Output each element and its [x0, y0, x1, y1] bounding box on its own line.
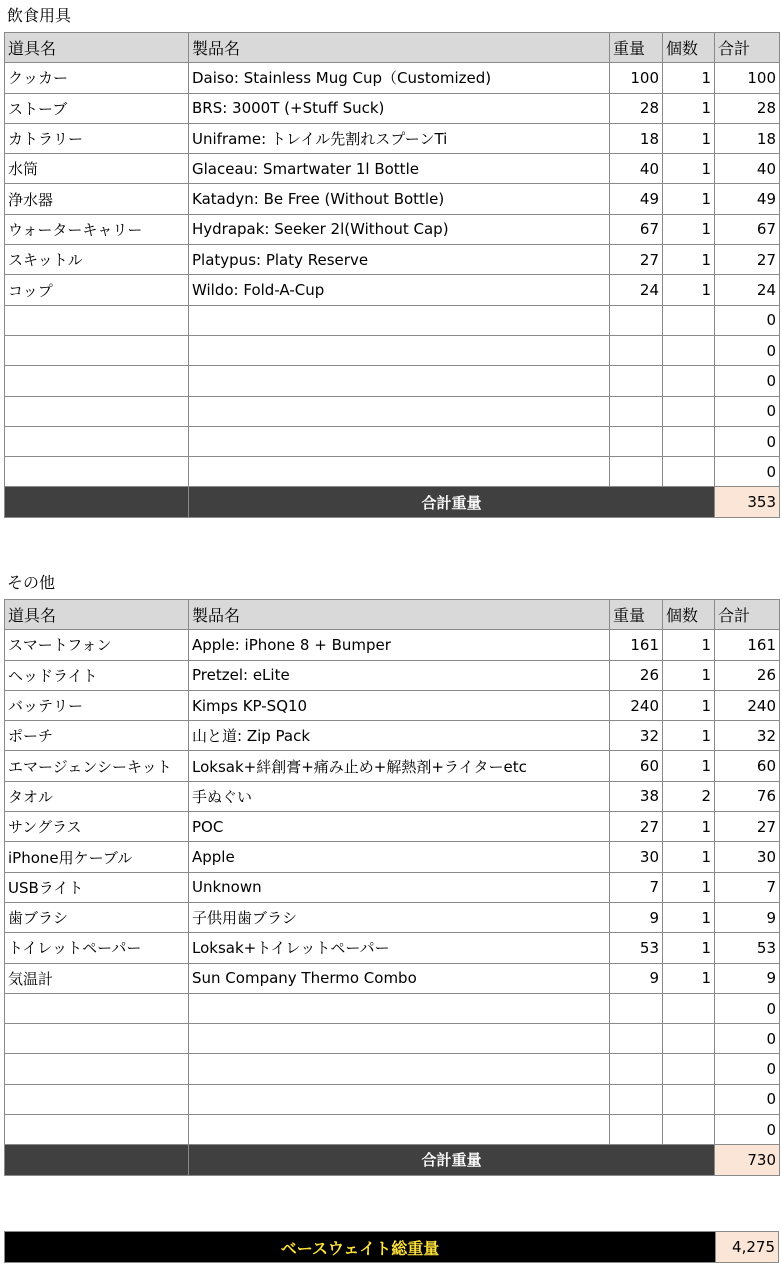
cell-count[interactable] — [663, 1084, 715, 1114]
cell-weight[interactable]: 67 — [610, 214, 663, 244]
base-weight-label: ベースウェイト総重量 — [5, 1232, 715, 1262]
cell-total[interactable]: 0 — [715, 1084, 780, 1114]
cell-count[interactable]: 1 — [663, 275, 715, 305]
cell-tool[interactable] — [5, 305, 189, 335]
section-title-eating: 飲食用具 — [7, 6, 72, 25]
cell-tool[interactable]: ウォーターキャリー — [5, 214, 189, 244]
total-label[interactable]: 合計重量 — [189, 487, 715, 517]
cell-count[interactable] — [663, 335, 715, 365]
cell-tool[interactable] — [5, 1084, 189, 1114]
cell-weight[interactable] — [610, 396, 663, 426]
cell-total[interactable]: 0 — [715, 1054, 780, 1084]
cell-total[interactable]: 53 — [715, 933, 780, 963]
cell-total[interactable]: 18 — [715, 123, 780, 153]
total-label[interactable]: 合計重量 — [189, 1145, 715, 1175]
header-tool[interactable]: 道具名 — [5, 600, 189, 630]
other-gear-table — [4, 599, 780, 1176]
cell-weight[interactable] — [610, 1024, 663, 1054]
total-value[interactable]: 730 — [715, 1145, 780, 1175]
cell-count[interactable]: 1 — [663, 123, 715, 153]
cell-total[interactable]: 67 — [715, 214, 780, 244]
cell-weight[interactable] — [610, 993, 663, 1023]
cell-total[interactable]: 240 — [715, 690, 780, 720]
header-product[interactable]: 製品名 — [189, 600, 610, 630]
cell-product[interactable]: BRS: 3000T (+Stuff Suck) — [189, 93, 610, 123]
cell-total[interactable]: 30 — [715, 842, 780, 872]
cell-weight[interactable]: 9 — [610, 963, 663, 993]
header-count[interactable]: 個数 — [663, 33, 715, 63]
cell-total[interactable]: 9 — [715, 902, 780, 932]
section-title-other: その他 — [7, 573, 56, 592]
table-row — [5, 366, 780, 396]
cell-total[interactable]: 0 — [715, 457, 780, 487]
cell-tool[interactable] — [5, 1024, 189, 1054]
cell-count[interactable]: 1 — [663, 630, 715, 660]
table-row — [5, 245, 780, 275]
cell-product[interactable] — [189, 1084, 610, 1114]
header-row — [5, 600, 780, 630]
cell-tool[interactable]: トイレットペーパー — [5, 933, 189, 963]
cell-total[interactable]: 0 — [715, 305, 780, 335]
cell-tool[interactable]: コップ — [5, 275, 189, 305]
cell-total[interactable]: 27 — [715, 245, 780, 275]
cell-tool[interactable] — [5, 457, 189, 487]
cell-weight[interactable] — [610, 426, 663, 456]
table-row — [5, 842, 780, 872]
cell-total[interactable]: 76 — [715, 781, 780, 811]
cell-product[interactable]: Kimps KP-SQ10 — [189, 690, 610, 720]
cell-product[interactable]: POC — [189, 812, 610, 842]
table-row — [5, 214, 780, 244]
cell-weight[interactable]: 26 — [610, 660, 663, 690]
table-row — [5, 993, 780, 1023]
cell-weight[interactable]: 100 — [610, 63, 663, 93]
cell-product[interactable] — [189, 993, 610, 1023]
cell-count[interactable]: 1 — [663, 721, 715, 751]
cell-weight[interactable] — [610, 1054, 663, 1084]
cell-tool[interactable]: 浄水器 — [5, 184, 189, 214]
cell-product[interactable] — [189, 396, 610, 426]
table-row — [5, 426, 780, 456]
table-row — [5, 812, 780, 842]
cell-total[interactable]: 7 — [715, 872, 780, 902]
cell-product[interactable]: Daiso: Stainless Mug Cup（Customized) — [189, 63, 610, 93]
table-row — [5, 963, 780, 993]
total-value[interactable]: 353 — [715, 487, 780, 517]
cell-total[interactable]: 0 — [715, 396, 780, 426]
cell-product[interactable]: 手ぬぐい — [189, 781, 610, 811]
cell-total[interactable]: 24 — [715, 275, 780, 305]
cell-tool[interactable]: 気温計 — [5, 963, 189, 993]
cell-weight[interactable]: 40 — [610, 154, 663, 184]
cell-tool[interactable]: USBライト — [5, 872, 189, 902]
table-row — [5, 690, 780, 720]
table-row — [5, 154, 780, 184]
cell-total[interactable]: 0 — [715, 993, 780, 1023]
cell-total[interactable]: 0 — [715, 1115, 780, 1145]
cell-total[interactable]: 60 — [715, 751, 780, 781]
cell-total[interactable]: 49 — [715, 184, 780, 214]
total-row — [5, 1145, 780, 1175]
cell-product[interactable]: Pretzel: eLite — [189, 660, 610, 690]
table-row — [5, 123, 780, 153]
cell-total[interactable]: 100 — [715, 63, 780, 93]
cell-total[interactable]: 26 — [715, 660, 780, 690]
cell-product[interactable]: Loksak+トイレットペーパー — [189, 933, 610, 963]
cell-tool[interactable]: クッカー — [5, 63, 189, 93]
cell-count[interactable]: 2 — [663, 781, 715, 811]
cell-tool[interactable]: ストーブ — [5, 93, 189, 123]
cell-tool[interactable]: カトラリー — [5, 123, 189, 153]
cell-count[interactable]: 1 — [663, 963, 715, 993]
cell-count[interactable]: 1 — [663, 184, 715, 214]
cell-weight[interactable] — [610, 335, 663, 365]
cell-product[interactable]: Hydrapak: Seeker 2l(Without Cap) — [189, 214, 610, 244]
total-label-cell-blank[interactable] — [5, 487, 189, 517]
cell-tool[interactable] — [5, 426, 189, 456]
cell-tool[interactable]: サングラス — [5, 812, 189, 842]
cell-product[interactable]: Apple: iPhone 8 + Bumper — [189, 630, 610, 660]
table-row — [5, 902, 780, 932]
cell-count[interactable]: 1 — [663, 751, 715, 781]
cell-count[interactable]: 1 — [663, 933, 715, 963]
cell-weight[interactable]: 18 — [610, 123, 663, 153]
cell-tool[interactable] — [5, 1054, 189, 1084]
header-weight[interactable]: 重量 — [610, 600, 663, 630]
cell-count[interactable] — [663, 1024, 715, 1054]
table-row — [5, 335, 780, 365]
cell-count[interactable]: 1 — [663, 660, 715, 690]
cell-product[interactable] — [189, 305, 610, 335]
header-row — [5, 33, 780, 63]
table-row — [5, 93, 780, 123]
cell-weight[interactable]: 60 — [610, 751, 663, 781]
table-row — [5, 275, 780, 305]
cell-tool[interactable]: iPhone用ケーブル — [5, 842, 189, 872]
cell-weight[interactable] — [610, 366, 663, 396]
table-row — [5, 396, 780, 426]
table-row — [5, 457, 780, 487]
cell-weight[interactable]: 49 — [610, 184, 663, 214]
cell-tool[interactable] — [5, 335, 189, 365]
cell-product[interactable] — [189, 1115, 610, 1145]
cell-tool[interactable]: 歯ブラシ — [5, 902, 189, 932]
cell-product[interactable]: 山と道: Zip Pack — [189, 721, 610, 751]
table-row — [5, 872, 780, 902]
cell-product[interactable] — [189, 1024, 610, 1054]
cell-tool[interactable]: タオル — [5, 781, 189, 811]
header-total[interactable]: 合計 — [715, 33, 780, 63]
cell-count[interactable]: 1 — [663, 245, 715, 275]
cell-weight[interactable]: 30 — [610, 842, 663, 872]
cell-count[interactable]: 1 — [663, 93, 715, 123]
table-row — [5, 1084, 780, 1114]
cell-product[interactable] — [189, 426, 610, 456]
cell-weight[interactable]: 161 — [610, 630, 663, 660]
cell-total[interactable]: 9 — [715, 963, 780, 993]
cell-total[interactable]: 0 — [715, 1024, 780, 1054]
cell-product[interactable]: Unknown — [189, 872, 610, 902]
cell-count[interactable]: 1 — [663, 690, 715, 720]
table-row — [5, 630, 780, 660]
cell-count[interactable] — [663, 1054, 715, 1084]
cell-product[interactable]: Glaceau: Smartwater 1l Bottle — [189, 154, 610, 184]
header-count[interactable]: 個数 — [663, 600, 715, 630]
cell-weight[interactable] — [610, 1115, 663, 1145]
cell-count[interactable] — [663, 457, 715, 487]
cell-tool[interactable]: エマージェンシーキット — [5, 751, 189, 781]
cell-total[interactable]: 40 — [715, 154, 780, 184]
cell-weight[interactable] — [610, 457, 663, 487]
table-row — [5, 721, 780, 751]
cell-tool[interactable]: バッテリー — [5, 690, 189, 720]
cell-product[interactable]: 子供用歯ブラシ — [189, 902, 610, 932]
cell-tool[interactable]: 水筒 — [5, 154, 189, 184]
cell-tool[interactable]: スキットル — [5, 245, 189, 275]
cell-total[interactable]: 0 — [715, 335, 780, 365]
total-label-cell-blank[interactable] — [5, 1145, 189, 1175]
header-weight[interactable]: 重量 — [610, 33, 663, 63]
cell-weight[interactable]: 27 — [610, 812, 663, 842]
cell-total[interactable]: 161 — [715, 630, 780, 660]
cell-weight[interactable]: 240 — [610, 690, 663, 720]
cell-count[interactable]: 1 — [663, 214, 715, 244]
cell-tool[interactable] — [5, 993, 189, 1023]
cell-count[interactable]: 1 — [663, 812, 715, 842]
header-total[interactable]: 合計 — [715, 600, 780, 630]
cell-tool[interactable] — [5, 366, 189, 396]
base-weight-value[interactable]: 4,275 — [715, 1232, 778, 1262]
cell-total[interactable]: 0 — [715, 426, 780, 456]
cell-tool[interactable]: ポーチ — [5, 721, 189, 751]
cell-count[interactable] — [663, 366, 715, 396]
cell-tool[interactable] — [5, 1115, 189, 1145]
cell-count[interactable]: 1 — [663, 154, 715, 184]
cell-total[interactable]: 0 — [715, 366, 780, 396]
table-row — [5, 305, 780, 335]
cell-product[interactable] — [189, 1054, 610, 1084]
cell-weight[interactable]: 53 — [610, 933, 663, 963]
cell-count[interactable] — [663, 1115, 715, 1145]
cell-count[interactable]: 1 — [663, 842, 715, 872]
table-row — [5, 933, 780, 963]
table-row — [5, 1024, 780, 1054]
table-row — [5, 1115, 780, 1145]
cell-tool[interactable]: スマートフォン — [5, 630, 189, 660]
cell-weight[interactable]: 27 — [610, 245, 663, 275]
cell-count[interactable]: 1 — [663, 872, 715, 902]
cell-tool[interactable]: ヘッドライト — [5, 660, 189, 690]
eating-gear-table — [4, 32, 780, 518]
total-row — [5, 487, 780, 517]
cell-product[interactable] — [189, 335, 610, 365]
table-row — [5, 63, 780, 93]
cell-count[interactable] — [663, 426, 715, 456]
cell-product[interactable] — [189, 457, 610, 487]
cell-count[interactable]: 1 — [663, 902, 715, 932]
cell-weight[interactable] — [610, 1084, 663, 1114]
cell-product[interactable]: Katadyn: Be Free (Without Bottle) — [189, 184, 610, 214]
table-row — [5, 751, 780, 781]
cell-tool[interactable] — [5, 396, 189, 426]
cell-weight[interactable] — [610, 305, 663, 335]
cell-total[interactable]: 28 — [715, 93, 780, 123]
table-row — [5, 184, 780, 214]
cell-product[interactable]: Apple — [189, 842, 610, 872]
header-tool[interactable]: 道具名 — [5, 33, 189, 63]
cell-weight[interactable]: 38 — [610, 781, 663, 811]
cell-count[interactable]: 1 — [663, 63, 715, 93]
cell-product[interactable]: Sun Company Thermo Combo — [189, 963, 610, 993]
cell-weight[interactable]: 32 — [610, 721, 663, 751]
cell-count[interactable] — [663, 993, 715, 1023]
cell-product[interactable] — [189, 366, 610, 396]
cell-weight[interactable]: 7 — [610, 872, 663, 902]
table-row — [5, 660, 780, 690]
cell-weight[interactable]: 9 — [610, 902, 663, 932]
cell-total[interactable]: 32 — [715, 721, 780, 751]
cell-product[interactable]: Wildo: Fold-A-Cup — [189, 275, 610, 305]
header-product[interactable]: 製品名 — [189, 33, 610, 63]
base-weight-bar — [4, 1231, 779, 1263]
cell-count[interactable] — [663, 305, 715, 335]
cell-weight[interactable]: 28 — [610, 93, 663, 123]
cell-product[interactable]: Platypus: Platy Reserve — [189, 245, 610, 275]
cell-weight[interactable]: 24 — [610, 275, 663, 305]
cell-product[interactable]: Uniframe: トレイル先割れスプーンTi — [189, 123, 610, 153]
table-row — [5, 1054, 780, 1084]
cell-count[interactable] — [663, 396, 715, 426]
cell-total[interactable]: 27 — [715, 812, 780, 842]
table-row — [5, 781, 780, 811]
cell-product[interactable]: Loksak+絆創膏+痛み止め+解熱剤+ライターetc — [189, 751, 610, 781]
